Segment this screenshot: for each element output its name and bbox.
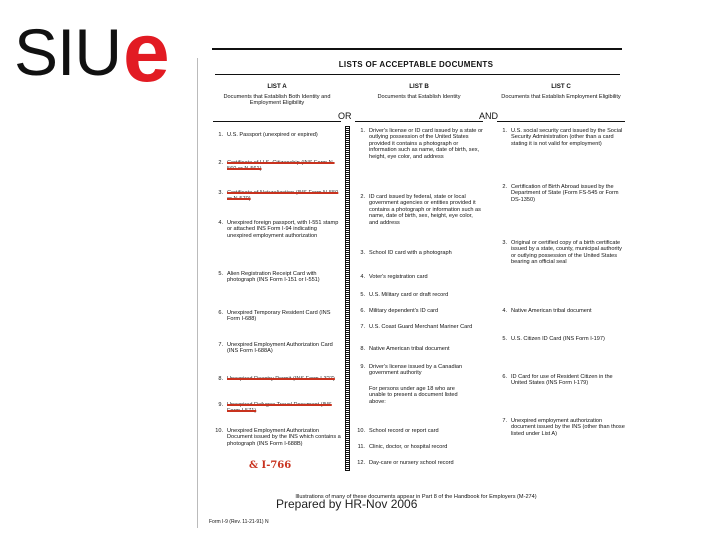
item-number: 6. <box>360 308 365 314</box>
list-item <box>355 250 483 256</box>
item-number: 12. <box>357 460 365 466</box>
list-item <box>497 374 625 387</box>
list-c <box>497 83 625 437</box>
item-text: School ID card with a photograph <box>369 250 452 256</box>
item-number: 4. <box>218 220 223 226</box>
list-item <box>355 308 483 314</box>
item-number: 2. <box>502 184 507 190</box>
item-text-struck: Unexpired Reentry Permit (INS Form I-327) <box>227 376 335 382</box>
item-number: 3. <box>218 190 223 196</box>
title-rule <box>215 74 620 75</box>
item-text-struck: Certificate of U.S. Citizenship (INS Form N-560 or N-561) <box>227 160 335 173</box>
item-number: 8. <box>360 346 365 352</box>
list-item <box>213 132 341 138</box>
item-text: U.S. Citizen ID Card (INS Form I-197) <box>511 336 605 342</box>
column-divider-a-b <box>345 126 350 471</box>
item-number: 4. <box>502 308 507 314</box>
list-item <box>497 418 625 437</box>
item-text: Native American tribal document <box>511 308 592 314</box>
handwritten-annotation: & I-766 <box>249 460 292 471</box>
item-text: Unexpired Employment Authorization Document issued by the INS which contains a photograph (INS Form I-688B) <box>227 428 341 447</box>
item-text: Certification of Birth Abroad issued by the Department of State (Form FS-545 or Form DS-1350) <box>511 184 619 203</box>
list-b <box>355 83 483 466</box>
list-item <box>355 428 483 434</box>
item-number: 6. <box>502 374 507 380</box>
logo-accent-e: e <box>123 5 170 99</box>
item-text: Unexpired Temporary Resident Card (INS Form I-688) <box>227 310 331 323</box>
header-rule <box>212 48 622 50</box>
list-a-title: LIST A <box>267 83 287 90</box>
list-item <box>497 336 625 342</box>
minors-note-text: For persons under age 18 who are unable to present a document listed above: <box>369 386 458 405</box>
item-number: 1. <box>218 132 223 138</box>
item-number: 5. <box>218 271 223 277</box>
list-b-title: LIST B <box>409 83 429 90</box>
item-text: Unexpired employment authorization document issued by the INS (other than those listed under List A) <box>511 418 625 437</box>
item-text: Alien Registration Receipt Card with photograph (INS Form I-151 or I-551) <box>227 271 320 284</box>
list-a-subtitle: Documents that Establish Both Identity and Employment Eligibility <box>213 94 341 122</box>
list-c-subtitle: Documents that Establish Employment Eligibility <box>497 94 625 122</box>
item-number: 1. <box>502 128 507 134</box>
item-text: Native American tribal document <box>369 346 450 352</box>
item-text: Voter's registration card <box>369 274 428 280</box>
list-item <box>355 292 483 298</box>
item-text-struck: Unexpired Refugee Travel Document (INS Form I-571) <box>227 402 332 415</box>
i9-document <box>207 58 625 528</box>
siue-logo <box>14 5 170 99</box>
item-number: 3. <box>360 250 365 256</box>
item-text: U.S. social security card issued by the Social Security Administration (other than a card stating it is not valid for employment) <box>511 128 623 147</box>
list-item <box>355 364 483 377</box>
item-text: U.S. Military card or draft record <box>369 292 449 298</box>
item-number: 1. <box>360 128 365 134</box>
item-text-struck: Certificate of Naturalization (INS Form N-550 or N-570) <box>227 190 339 203</box>
list-item <box>497 308 625 314</box>
prepared-by-caption: Prepared by HR-Nov 2006 <box>276 497 418 511</box>
item-number: 9. <box>218 402 223 408</box>
item-number: 8. <box>218 376 223 382</box>
minors-note <box>355 386 483 405</box>
list-item <box>355 460 483 466</box>
item-number: 7. <box>218 342 223 348</box>
item-text: Military dependent's ID card <box>369 308 439 314</box>
item-text: U.S. Passport (unexpired or expired) <box>227 132 318 138</box>
item-number: 6. <box>218 310 223 316</box>
item-text: Unexpired Employment Authorization Card (INS Form I-688A) <box>227 342 333 355</box>
list-item <box>213 402 341 415</box>
item-number: 5. <box>502 336 507 342</box>
list-item <box>213 376 341 382</box>
item-number: 10. <box>215 428 223 434</box>
and-label: AND <box>479 111 499 121</box>
list-item <box>355 128 483 160</box>
item-number: 11. <box>357 444 365 450</box>
item-text: Driver's license issued by a Canadian government authority <box>369 364 463 377</box>
item-text: Original or certified copy of a birth certificate issued by a state, county, municipal authority or outlying possession of the United States bearing an official seal <box>511 240 622 266</box>
list-c-title: LIST C <box>551 83 571 90</box>
item-number: 10. <box>357 428 365 434</box>
item-text: ID card issued by federal, state or local government agencies or entities provided it contains a photograph or information such as name, date of birth, sex, height, eye color, and address <box>369 194 481 226</box>
item-text: Day-care or nursery school record <box>369 460 454 466</box>
item-number: 7. <box>360 324 365 330</box>
logo-text: SIU <box>14 15 122 89</box>
list-item <box>497 184 625 203</box>
or-label: OR <box>338 111 352 121</box>
document-footer-note: Illustrations of many of these documents appear in Part 8 of the Handbook for Employers (M-274) <box>295 494 537 500</box>
item-number: 2. <box>218 160 223 166</box>
item-number: 2. <box>360 194 365 200</box>
item-number: 7. <box>502 418 507 424</box>
item-text: Driver's license or ID card issued by a state or outlying possession of the United States provided it contains a photograph or information such as name, date of birth, sex, height, eye color, and address <box>369 128 483 160</box>
list-item <box>355 346 483 352</box>
item-text: School record or report card <box>369 428 439 434</box>
document-title: LISTS OF ACCEPTABLE DOCUMENTS <box>338 60 494 69</box>
list-item <box>213 160 341 173</box>
list-item <box>355 444 483 450</box>
item-number: 9. <box>360 364 365 370</box>
form-code: Form I-9 (Rev. 11-21-91) N <box>209 519 269 525</box>
list-item <box>213 190 341 203</box>
list-item <box>213 220 341 239</box>
list-item <box>213 310 341 323</box>
list-item <box>355 324 483 330</box>
list-item <box>213 271 341 284</box>
list-a <box>213 83 341 447</box>
list-item <box>213 342 341 355</box>
item-text: Clinic, doctor, or hospital record <box>369 444 448 450</box>
list-item <box>213 428 341 447</box>
item-number: 3. <box>502 240 507 246</box>
list-item <box>355 274 483 280</box>
item-number: 5. <box>360 292 365 298</box>
item-text: ID Card for use of Resident Citizen in the United States (INS Form I-179) <box>511 374 613 387</box>
list-item <box>497 128 625 147</box>
doc-frame-edge <box>197 58 198 528</box>
item-text: Unexpired foreign passport, with I-551 stamp or attached INS Form I-94 indicating unexpired employment authorization <box>227 220 339 239</box>
list-b-subtitle: Documents that Establish Identity <box>355 94 483 122</box>
list-item <box>355 194 483 226</box>
list-item <box>497 240 625 266</box>
item-number: 4. <box>360 274 365 280</box>
item-text: U.S. Coast Guard Merchant Mariner Card <box>369 324 473 330</box>
